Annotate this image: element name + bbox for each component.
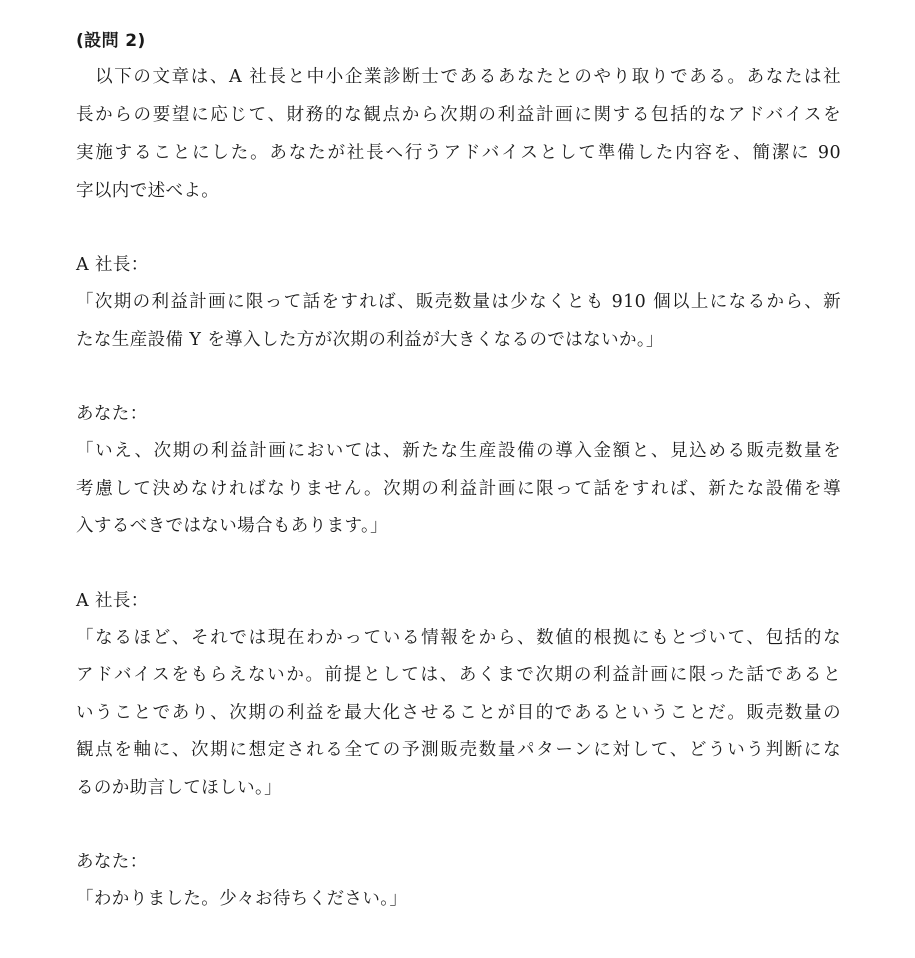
dialogue-line: いうことであり、次期の利益を最大化させることが目的であるということだ。販売数量の: [76, 703, 841, 723]
speaker-label: A 社長：: [76, 255, 149, 275]
dialogue-line: 入するべきではない場合もあります。」: [76, 516, 389, 536]
intro-line: 実施することにした。あなたが社長へ行うアドバイスとして準備した内容を、簡潔に 90: [76, 143, 841, 163]
dialogue-line: アドバイスをもらえないか。前提としては、あくまで次期の利益計画に限った話であると: [76, 665, 841, 685]
question-title: (設問 2): [76, 31, 146, 51]
dialogue-line: 「なるほど、それでは現在わかっている情報をから、数値的根拠にもとづいて、包括的な: [76, 628, 841, 648]
dialogue-line: 考慮して決めなければなりません。次期の利益計画に限って話をすれば、新たな設備を導: [76, 479, 841, 499]
dialogue-line: 「いえ、次期の利益計画においては、新たな生産設備の導入金額と、見込める販売数量を: [76, 441, 841, 461]
speaker-label: あなた：: [76, 404, 148, 424]
dialogue-line: たな生産設備 Y を導入した方が次期の利益が大きくなるのではないか。」: [76, 330, 664, 350]
intro-line: 長からの要望に応じて、財務的な観点から次期の利益計画に関する包括的なアドバイスを: [76, 105, 841, 125]
speaker-label: A 社長：: [76, 591, 149, 611]
dialogue-line: 「わかりました。少々お待ちください。」: [76, 889, 408, 909]
intro-line: 字以内で述べよ。: [76, 181, 220, 201]
speaker-label: あなた：: [76, 852, 148, 872]
dialogue-line: 「次期の利益計画に限って話をすれば、販売数量は少なくとも 910 個以上になるから、新: [76, 292, 841, 312]
intro-line: 以下の文章は、A 社長と中小企業診断士であるあなたとのやり取りである。あなたは社: [76, 67, 841, 87]
dialogue-line: 観点を軸に、次期に想定される全ての予測販売数量パターンに対して、どういう判断にな: [76, 740, 841, 760]
dialogue-line: るのか助言してほしい。」: [76, 778, 283, 798]
